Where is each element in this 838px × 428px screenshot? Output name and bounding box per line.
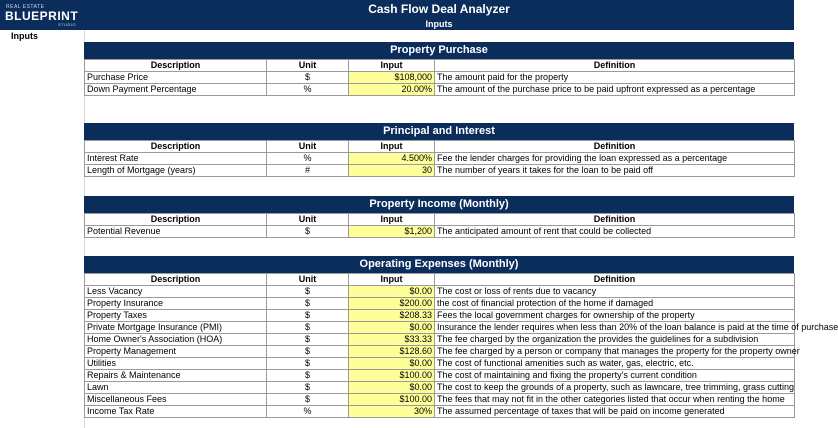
- row-unit: %: [267, 406, 349, 418]
- sidebar: [0, 0, 85, 428]
- table-row: [85, 84, 795, 96]
- row-input-cell[interactable]: $33.33: [349, 334, 435, 346]
- row-input-cell[interactable]: 30: [349, 165, 435, 177]
- row-input-cell[interactable]: $0.00: [349, 286, 435, 298]
- row-definition: The fee charged by a person or company that manages the property for the property owner: [435, 346, 795, 358]
- page-header: [84, 0, 794, 30]
- table-row: [85, 226, 795, 238]
- row-description: Property Insurance: [85, 298, 267, 310]
- row-description: Income Tax Rate: [85, 406, 267, 418]
- row-description: Length of Mortgage (years): [85, 165, 267, 177]
- table-row: [85, 358, 795, 370]
- header-definition: Definition: [435, 274, 795, 286]
- row-definition: The fee charged by the organization the provides the guidelines for a subdivision: [435, 334, 795, 346]
- section-title: Property Income (Monthly): [84, 196, 794, 213]
- header-description: Description: [85, 274, 267, 286]
- header-input: Input: [349, 274, 435, 286]
- row-definition: Fee the lender charges for providing the loan expressed as a percentage: [435, 153, 795, 165]
- table-row: [85, 394, 795, 406]
- row-definition: The amount of the purchase price to be paid upfront expressed as a percentage: [435, 84, 795, 96]
- row-input-cell[interactable]: $0.00: [349, 358, 435, 370]
- row-description: Miscellaneous Fees: [85, 394, 267, 406]
- table-row: [85, 310, 795, 322]
- row-unit: $: [267, 346, 349, 358]
- row-unit: $: [267, 322, 349, 334]
- row-definition: The amount paid for the property: [435, 72, 795, 84]
- header-definition: Definition: [435, 60, 795, 72]
- table-row: [85, 322, 795, 334]
- header-definition: Definition: [435, 214, 795, 226]
- header-input: Input: [349, 141, 435, 153]
- page-subtitle: Inputs: [425, 19, 453, 29]
- row-definition: the cost of financial protection of the home if damaged: [435, 298, 795, 310]
- row-definition: The cost to keep the grounds of a property, such as lawncare, tree trimming, grass cutting: [435, 382, 795, 394]
- row-description: Potential Revenue: [85, 226, 267, 238]
- brand-logo: [0, 0, 84, 30]
- data-table: [84, 213, 795, 238]
- row-input-cell[interactable]: $128.60: [349, 346, 435, 358]
- row-definition: The number of years it takes for the loan to be paid off: [435, 165, 795, 177]
- table-row: [85, 298, 795, 310]
- table-row: [85, 346, 795, 358]
- row-definition: The fees that may not fit in the other categories listed that occur when renting the home: [435, 394, 795, 406]
- row-definition: Fees the local government charges for ownership of the property: [435, 310, 795, 322]
- row-unit: %: [267, 84, 349, 96]
- header-input: Input: [349, 60, 435, 72]
- section-operating-expenses: [84, 256, 838, 418]
- header-unit: Unit: [267, 141, 349, 153]
- row-input-cell[interactable]: 30%: [349, 406, 435, 418]
- table-header-row: [85, 141, 795, 153]
- row-input-cell[interactable]: $200.00: [349, 298, 435, 310]
- row-description: Repairs & Maintenance: [85, 370, 267, 382]
- table-header-row: [85, 214, 795, 226]
- logo-line-3: STUDIO: [58, 22, 77, 27]
- row-unit: $: [267, 310, 349, 322]
- row-unit: $: [267, 298, 349, 310]
- row-unit: #: [267, 165, 349, 177]
- row-input-cell[interactable]: $108,000: [349, 72, 435, 84]
- sidebar-item-inputs[interactable]: Inputs: [11, 31, 38, 41]
- section-principal-interest: [84, 123, 794, 177]
- table-header-row: [85, 274, 795, 286]
- data-table: [84, 140, 795, 177]
- header-unit: Unit: [267, 60, 349, 72]
- row-definition: The assumed percentage of taxes that will be paid on income generated: [435, 406, 795, 418]
- header-input: Input: [349, 214, 435, 226]
- table-row: [85, 406, 795, 418]
- header-unit: Unit: [267, 274, 349, 286]
- section-property-income: [84, 196, 794, 238]
- row-description: Less Vacancy: [85, 286, 267, 298]
- row-description: Property Taxes: [85, 310, 267, 322]
- row-unit: $: [267, 358, 349, 370]
- header-description: Description: [85, 141, 267, 153]
- table-row: [85, 382, 795, 394]
- section-title: Operating Expenses (Monthly): [84, 256, 794, 273]
- data-table: [84, 273, 838, 418]
- table-row: [85, 370, 795, 382]
- header-definition: Definition: [435, 141, 795, 153]
- row-input-cell[interactable]: $0.00: [349, 322, 435, 334]
- row-input-cell[interactable]: $100.00: [349, 370, 435, 382]
- section-property-purchase: [84, 42, 794, 96]
- row-unit: $: [267, 226, 349, 238]
- row-input-cell[interactable]: $0.00: [349, 382, 435, 394]
- row-definition: The cost of maintaining and fixing the property's current condition: [435, 370, 795, 382]
- row-description: Property Management: [85, 346, 267, 358]
- header-unit: Unit: [267, 214, 349, 226]
- row-input-cell[interactable]: $1,200: [349, 226, 435, 238]
- table-header-row: [85, 60, 795, 72]
- row-input-cell[interactable]: 4.500%: [349, 153, 435, 165]
- table-row: [85, 153, 795, 165]
- row-definition: The cost of functional amenities such as water, gas, electric, etc.: [435, 358, 795, 370]
- logo-line-1: REAL ESTATE: [6, 4, 45, 10]
- section-title: Property Purchase: [84, 42, 794, 59]
- row-description: Home Owner's Association (HOA): [85, 334, 267, 346]
- row-unit: $: [267, 394, 349, 406]
- row-description: Interest Rate: [85, 153, 267, 165]
- page-title: Cash Flow Deal Analyzer: [368, 2, 510, 16]
- row-definition: The cost or loss of rents due to vacancy: [435, 286, 795, 298]
- row-description: Lawn: [85, 382, 267, 394]
- row-description: Purchase Price: [85, 72, 267, 84]
- data-table: [84, 59, 795, 96]
- row-unit: $: [267, 334, 349, 346]
- row-unit: $: [267, 286, 349, 298]
- table-row: [85, 72, 795, 84]
- row-description: Private Mortgage Insurance (PMI): [85, 322, 267, 334]
- row-unit: $: [267, 370, 349, 382]
- row-input-cell[interactable]: 20.00%: [349, 84, 435, 96]
- header-description: Description: [85, 60, 267, 72]
- row-input-cell[interactable]: $208.33: [349, 310, 435, 322]
- logo-line-2: BLUEPRINT: [5, 9, 79, 23]
- row-description: Down Payment Percentage: [85, 84, 267, 96]
- row-unit: $: [267, 382, 349, 394]
- row-unit: %: [267, 153, 349, 165]
- row-definition: The anticipated amount of rent that could be collected: [435, 226, 795, 238]
- row-description: Utilities: [85, 358, 267, 370]
- table-row: [85, 334, 795, 346]
- table-row: [85, 286, 795, 298]
- row-input-cell[interactable]: $100.00: [349, 394, 435, 406]
- table-row: [85, 165, 795, 177]
- row-unit: $: [267, 72, 349, 84]
- row-definition: Insurance the lender requires when less than 20% of the loan balance is paid at the time of purchase: [435, 322, 795, 334]
- section-title: Principal and Interest: [84, 123, 794, 140]
- header-description: Description: [85, 214, 267, 226]
